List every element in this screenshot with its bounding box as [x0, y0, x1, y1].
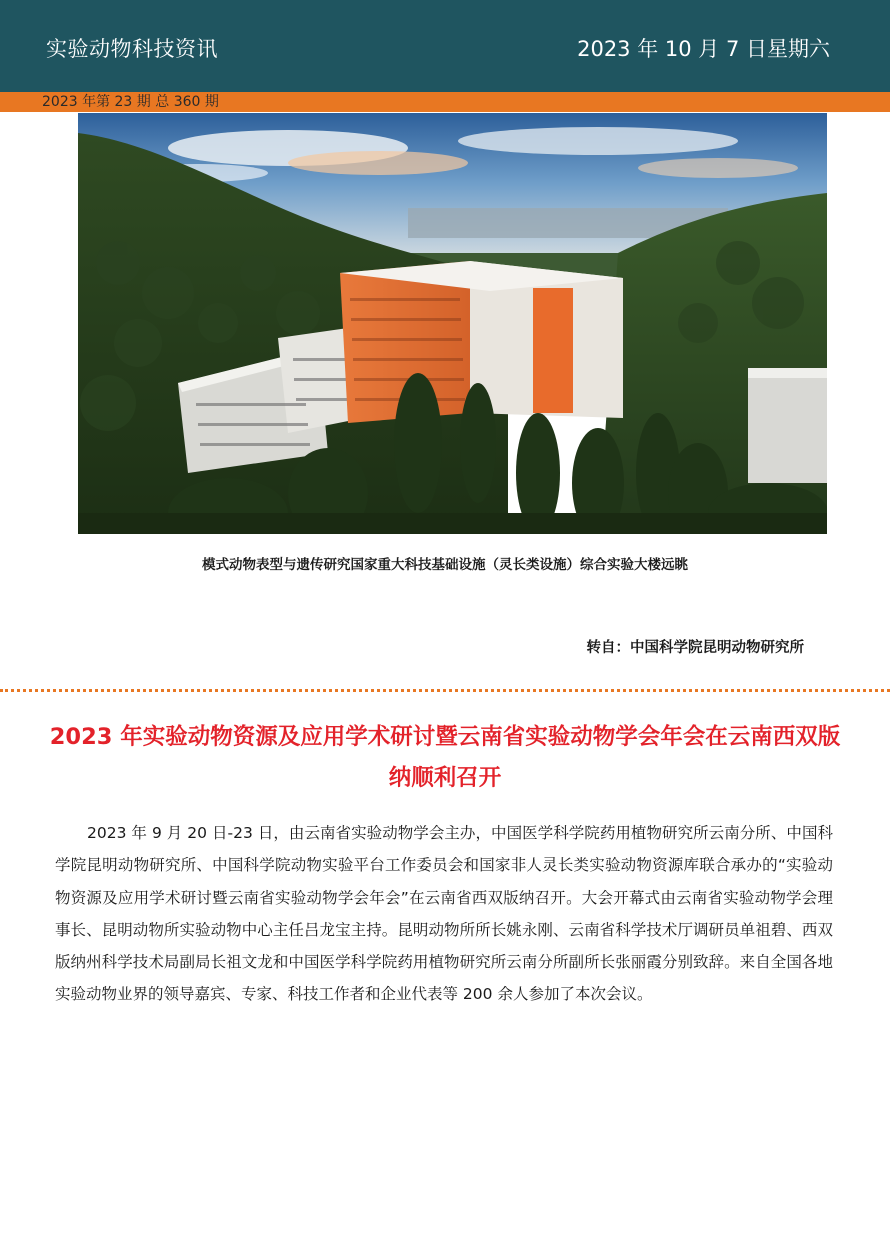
issue-date: 2023 年 10 月 7 日星期六 [577, 37, 830, 61]
issue-bar [0, 92, 890, 112]
source-credit: 转自：中国科学院昆明动物研究所 [586, 640, 804, 656]
article-body: 2023 年 9 月 20 日-23 日，由云南省实验动物学会主办，中国医学科学院药用植物研究所云南分所、中国科学院昆明动物研究所、中国科学院动物实验平台工作委员会和国家非人灵长类实验动物资源库联合承办的“实验动物资源及应用学术研讨暨云南省实验动物学会年会”在云南省西双版纳召开。大会开幕式由云南省实验动物学会理事长、昆明动物所实验动物中心主任吕龙宝主持。昆明动物所所长姚永刚、云南省科学技术厅调研员单祖碧、西双版纳州科学技术局副局长祖文龙和中国医学科学院药用植物研究所云南分所副所长张丽霞分别致辞。来自全国各地实验动物业界的领导嘉宾、专家、科技工作者和企业代表等 200 余人参加了本次会议。 [55, 824, 833, 1004]
article-title: 2023 年实验动物资源及应用学术研讨暨云南省实验动物学会年会在云南西双版纳顺利召开 [49, 724, 841, 791]
dotted-divider [0, 689, 890, 692]
photo-caption: 模式动物表型与遗传研究国家重大科技基础设施（灵长类设施）综合实验大楼远眺 [202, 557, 688, 573]
building-photo [78, 113, 827, 534]
issue-number: 2023 年第 23 期 总 360 期 [42, 94, 219, 110]
page-header [0, 0, 890, 92]
magazine-title: 实验动物科技资讯 [46, 37, 218, 61]
